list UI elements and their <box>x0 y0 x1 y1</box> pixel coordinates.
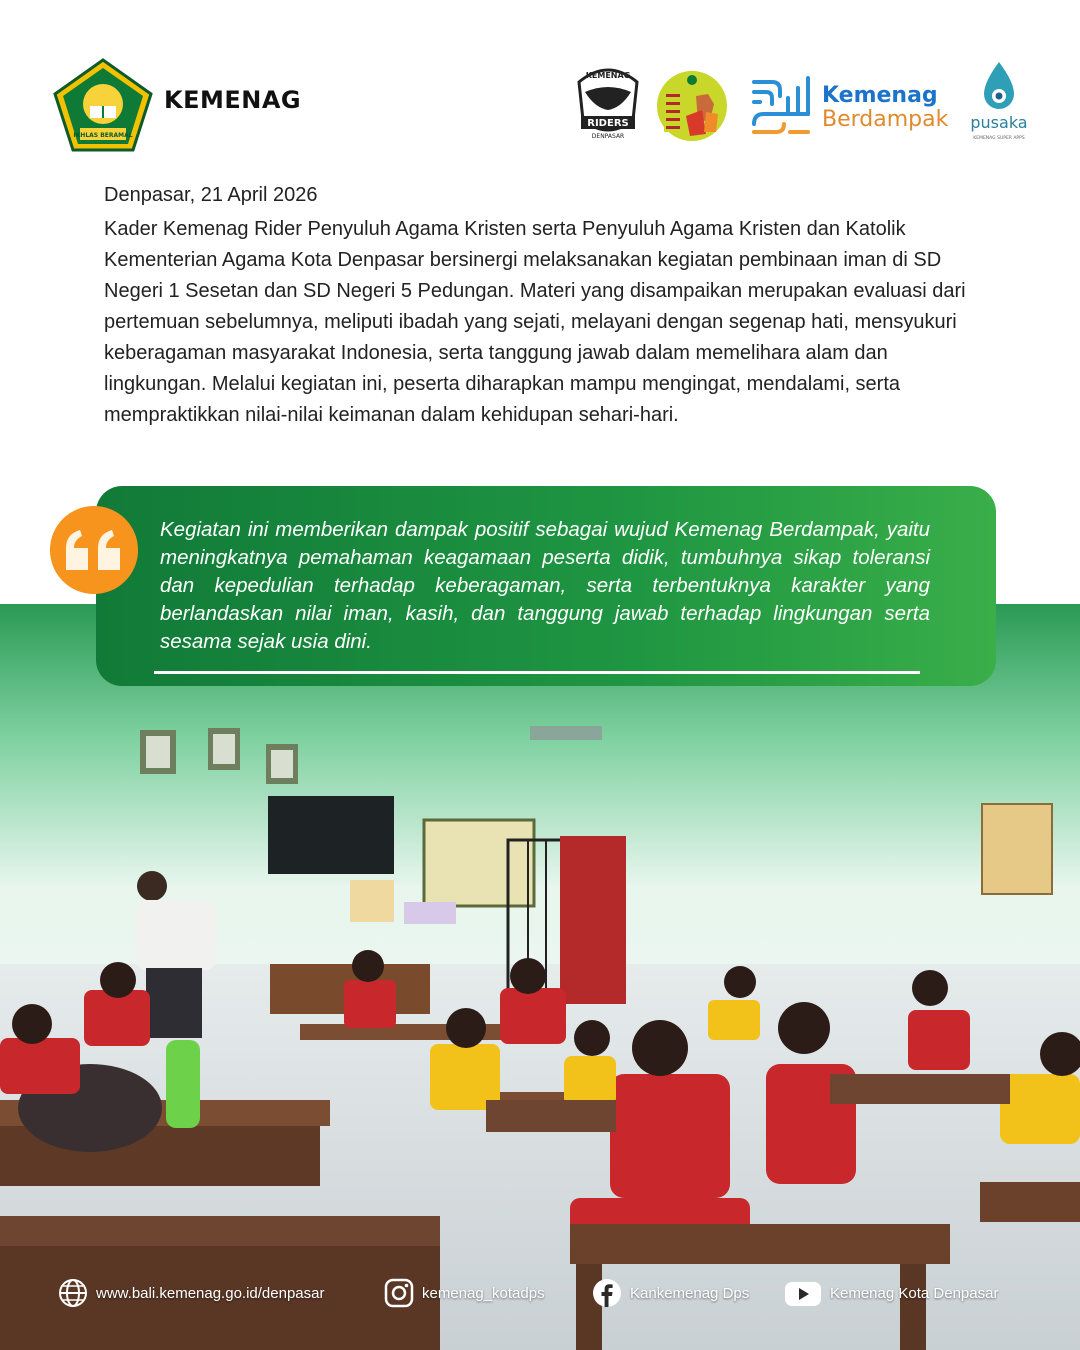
kemenag-berdampak-logo-icon <box>750 74 812 136</box>
quote-divider <box>154 671 920 674</box>
footer-facebook[interactable] <box>592 1278 749 1308</box>
instagram-icon <box>384 1278 414 1308</box>
globe-icon <box>58 1278 88 1308</box>
youtube-icon <box>784 1278 822 1308</box>
footer-youtube-text: Kemenag Kota Denpasar <box>830 1284 999 1302</box>
pusaka-logo-icon <box>966 60 1032 144</box>
quote-text: Kegiatan ini memberikan dampak positif sebagai wujud Kemenag Berdampak, yaitu meningkatnya pemahaman keagamaan peserta didik, tumbuhnya sikap toleransi dan kepedulian terhadap keberagaman, serta terbentuknya karakter yang berlandaskan nilai iman, kasih, dan tanggung jawab terhadap lingkungan serta sesama sejak usia dini. <box>160 518 930 653</box>
riders-main-text: RIDERS <box>587 118 629 129</box>
pusaka-sub: KEMENAG SUPER APPS <box>973 136 1025 141</box>
brand-title: KEMENAG <box>164 86 302 114</box>
kemenag-logo-icon <box>52 58 154 152</box>
riders-sub-text: DENPASAR <box>591 133 625 140</box>
kemenag-berdampak-wordmark <box>822 84 948 132</box>
logo-ribbon-text: IKHLAS BERAMAL <box>73 132 133 139</box>
riders-logo-icon <box>571 62 645 144</box>
berdampak-line1: Kemenag <box>822 83 938 108</box>
footer-facebook-text: Kankemenag Dps <box>630 1284 750 1302</box>
moderasi-logo-icon <box>656 70 728 142</box>
article-body: Kader Kemenag Rider Penyuluh Agama Kristen serta Penyuluh Agama Kristen dan Katolik Kementerian Agama Kota Denpasar bersinergi melaksanakan kegiatan pembinaan iman di SD Negeri 1 Sesetan dan SD Negeri 5 Pedungan. Materi yang disampaikan merupakan evaluasi dari pertemuan sebelumnya, meliputi ibadah yang sejati, melayani dengan segenap hati, mensyukuri keberagaman masyarakat Indonesia, serta tanggung jawab dalam memelihara alam dan lingkungan. Melalui kegiatan ini, peserta diharapkan mampu mengingat, mendalami, serta mempraktikkan nilai-nilai keimanan dalam kehidupan sehari-hari. <box>104 218 966 426</box>
article-date: Denpasar, 21 April 2026 <box>104 184 318 206</box>
footer-website-text: www.bali.kemenag.go.id/denpasar <box>96 1284 325 1302</box>
footer-instagram-text: kemenag_kotadps <box>422 1284 545 1302</box>
riders-top-text: KEMENAG <box>585 71 631 80</box>
classroom-photo <box>0 604 1080 1350</box>
pusaka-name: pusaka <box>970 113 1028 132</box>
footer-instagram[interactable] <box>384 1278 545 1308</box>
footer-website[interactable] <box>58 1278 324 1308</box>
berdampak-line2: Berdampak <box>822 107 949 132</box>
facebook-icon <box>592 1278 622 1308</box>
footer-youtube[interactable] <box>784 1278 998 1308</box>
quote-icon <box>50 506 138 594</box>
